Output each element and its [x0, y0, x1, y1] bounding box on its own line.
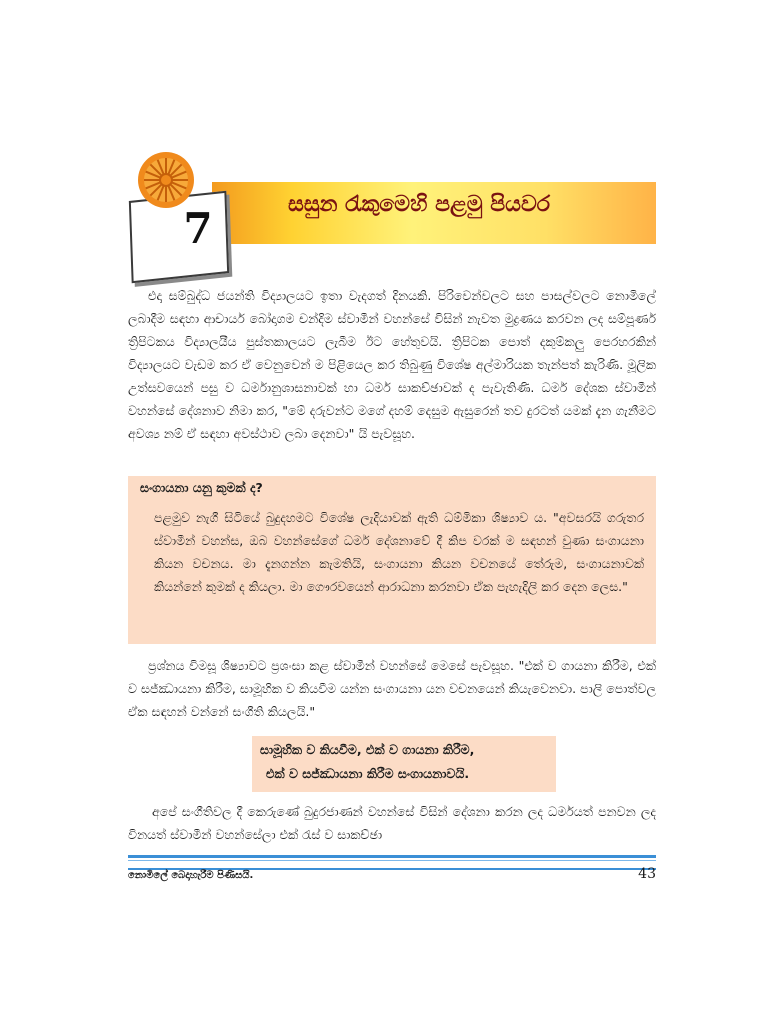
definition-line-2: එක් ව සජ්ඣායනා කිරීම සංගායනාවයි.: [266, 766, 470, 781]
footer-free-distribution-note: නොමිලේ බෙදාහැරීම පිණිසයි.: [128, 870, 254, 881]
question-box-heading: සංගායනා යනු කුමක් ද?: [140, 480, 263, 495]
chapter-header: [128, 150, 656, 270]
closing-paragraph: අපේ සංගීතිවල දී කෙරුණේ බුදුරජාණන් වහන්සේ විසින් දේශනා කරන ලද ධර්මයත් පනවන ලද විනයත් ස්වාමීන් වහන්සේලා එක් රැස් ව සාකච්ඡා: [128, 804, 656, 842]
footer-rule: [128, 855, 656, 870]
question-box-text: පළමුව නැගී සිටියේ බුදුදහමට විශේෂ ලැදියාවක් ඇති ධම්මිකා ශිෂ්‍යාව ය. "අවසරයි ගරුතර ස්වාමීන් වහන්ස, ඔබ වහන්සේගේ ධර්ම දේශනාවේ දී කිප වරක් ම සඳහන් වුණා සංගායනා කියන වචනය. මා දැනගන්න කැමතියි, සංගායනා කියන වචනයේ තේරුම, සංගායනාවක් කියන්නේ කුමක් ද කියලා. මා ගෞරවයෙන් ආරාධනා කරනවා ඒක පැහැදිලි කර දෙන ලෙස.": [154, 510, 644, 594]
definition-line-1: සාමූහික ව කියවීම, එක් ව ගායනා කිරීම,: [260, 742, 475, 757]
definition-highlight-box: [252, 736, 556, 792]
question-box: [128, 476, 656, 644]
answer-paragraph: ප්‍රශ්නය විමසූ ශිෂ්‍යාවට ප්‍රශංසා කළ ස්වාමීන් වහන්සේ මෙසේ පැවසූහ. "එක් ව ගායනා කිරීම, එක් ව සජ්ඣායනා කිරීම, සාමූහික ව කියවීම යන්න සංගායනා යන වචනයෙන් කියැවෙනවා. පාලි පොත්වල ඒක සඳහන් වන්නේ සංගීති කියලයි.": [128, 658, 656, 719]
dharma-wheel-icon: [136, 150, 196, 210]
page-number: 43: [638, 866, 656, 882]
chapter-number: 7: [183, 204, 213, 253]
chapter-title: සසුන රැකුමෙහි පළමු පියවර: [288, 192, 551, 217]
intro-paragraph: එදා සම්බුද්ධ ජයන්ති විද්‍යාලයට ඉතා වැදගත් දිනයකි. පිරිවෙන්වලට සහ පාසල්වලට නොමිලේ ලබාදීම සඳහා ආචාර්ය බෝදාගම චන්දිම ස්වාමීන් වහන්සේ විසින් නැවත මුද්‍රණය කරවන ලද සම්පූර්ණ ත්‍රිපිටකය විද්‍යාලයීය පුස්තකාලයට ලැබීම ඊට හේතුවයි. ත්‍රිපිටක පොත් දකුම්කලු පෙරහරකින් විද්‍යාලයට වැඩම කර ඒ වෙනුවෙන් ම පිළියෙල කර තිබුණු විශේෂ අල්මාරියක තැන්පත් කැරිණි. මූලික උත්සවයෙන් පසු ව ධර්මානුශාසනාවක් හා ධර්ම සාකච්ඡාවක් ද පැවැතිණි. ධර්ම දේශක ස්වාමීන් වහන්සේ දේශනාව නිමා කර, "මේ දරුවන්ට මගේ දහම් දෙසුම ඇසුරෙන් තව දුරටත් යමක් දැන ගැනීමට අවශ්‍ය නම් ඒ සඳහා අවස්ථාව ලබා දෙනවා" යි පැවසූහ.: [128, 288, 656, 441]
footer-rule-inner: [128, 860, 656, 861]
